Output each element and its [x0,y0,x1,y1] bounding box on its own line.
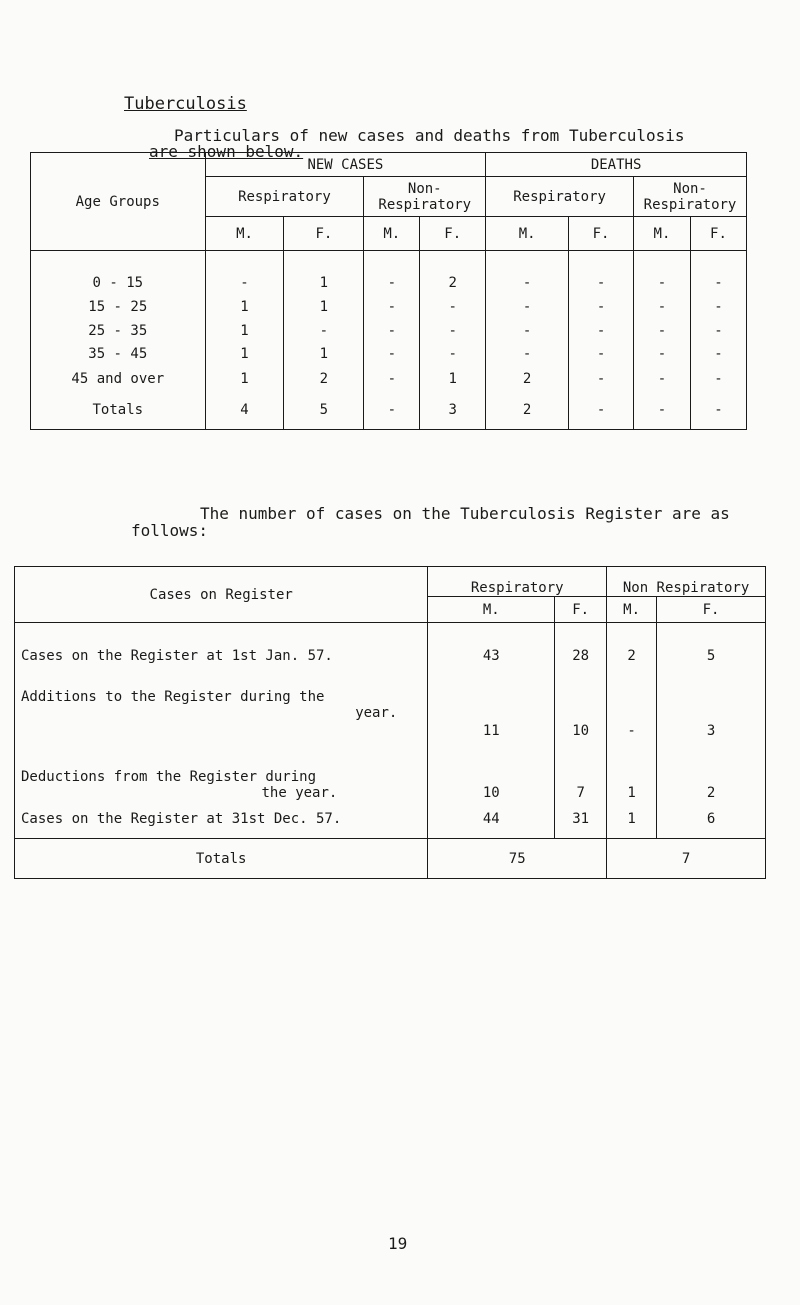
sex-m: M. [486,217,569,251]
table-row [15,623,766,689]
value-cell: 5 [284,392,364,430]
age-cell: 15 - 25 [31,295,206,320]
table-row [15,801,766,839]
table-row [31,342,747,366]
age-cell: 0 - 15 [31,251,206,295]
table-row [31,366,747,392]
value-cell: 44 [428,801,555,839]
value-cell: - [690,392,746,430]
value-cell: 1 [284,342,364,366]
value-cell: - [690,320,746,342]
totals-respiratory: 75 [428,839,607,879]
value-cell: 2 [607,623,657,689]
sex-m: M. [205,217,284,251]
value-cell: 3 [657,689,766,739]
page-number: 19 [388,1234,408,1253]
non-line1: Non- [673,180,707,197]
value-cell: - [634,320,691,342]
sex-f: F. [420,217,486,251]
value-cell: - [364,366,420,392]
value-cell: 28 [555,623,607,689]
value-cell: 1 [205,366,284,392]
value-cell: - [690,366,746,392]
value-cell: 7 [555,739,607,801]
value-cell: - [634,251,691,295]
register-intro [131,504,760,540]
intro-line-2: are shown below. [149,142,304,161]
value-cell: - [607,689,657,739]
value-cell: 10 [555,689,607,739]
header-deaths: DEATHS [486,153,747,177]
header-respiratory: Respiratory [428,567,607,597]
value-cell: 2 [486,392,569,430]
value-cell: - [205,251,284,295]
age-cell: Totals [31,392,206,430]
value-cell: - [569,251,634,295]
value-cell: - [569,295,634,320]
non-line1: Non- [407,180,442,197]
row-label [15,689,428,739]
value-cell: - [486,342,569,366]
header-new-cases: NEW CASES [205,153,486,177]
new-cases-deaths-table [30,152,747,430]
header-age-groups: Age Groups [31,153,206,251]
value-cell: - [690,342,746,366]
value-cell: - [364,320,420,342]
non-line2: Respiratory [643,196,737,213]
value-cell: 11 [428,689,555,739]
value-cell: 43 [428,623,555,689]
value-cell: 1 [607,739,657,801]
value-cell: 10 [428,739,555,801]
table-row [31,295,747,320]
value-cell: - [569,392,634,430]
value-cell: 1 [205,320,284,342]
sex-f: F. [690,217,746,251]
value-cell: - [569,366,634,392]
intro-line-1: Particulars of new cases and deaths from Tuberculosis [174,126,685,145]
sex-f: F. [569,217,634,251]
sex-f: F. [284,217,364,251]
sex-m: M. [364,217,420,251]
sex-m: M. [428,597,555,623]
value-cell: - [634,295,691,320]
age-cell: 25 - 35 [31,320,206,342]
table-row [31,251,747,295]
header-new-respiratory: Respiratory [205,177,364,217]
sex-m: M. [634,217,691,251]
age-cell: 45 and over [31,366,206,392]
value-cell: 1 [284,251,364,295]
totals-label: Totals [15,839,428,879]
table-row [31,320,747,342]
value-cell: - [486,295,569,320]
table-row [15,689,766,739]
value-cell: 2 [657,739,766,801]
row-label-line-2: the year. [261,784,338,801]
value-cell: - [690,295,746,320]
header-deaths-respiratory: Respiratory [486,177,634,217]
register-intro-line-2: follows: [131,521,209,540]
row-label [15,739,428,801]
value-cell: - [420,295,486,320]
register-intro-line-1: The number of cases on the Tuberculosis Register are as [200,504,730,523]
value-cell: 3 [420,392,486,430]
value-cell: 6 [657,801,766,839]
value-cell: 1 [205,342,284,366]
value-cell: - [486,251,569,295]
sex-f: F. [555,597,607,623]
value-cell: - [634,366,691,392]
sex-f: F. [657,597,766,623]
value-cell: - [569,320,634,342]
register-table [14,566,766,879]
header-non-respiratory: Non Respiratory [607,567,766,597]
value-cell: 1 [284,295,364,320]
value-cell: - [364,295,420,320]
value-cell: 2 [486,366,569,392]
value-cell: - [634,392,691,430]
value-cell: - [634,342,691,366]
totals-row [15,839,766,879]
row-label: Cases on the Register at 1st Jan. 57. [15,623,428,689]
row-label: Cases on the Register at 31st Dec. 57. [15,801,428,839]
value-cell: - [284,320,364,342]
age-cell: 35 - 45 [31,342,206,366]
value-cell: - [486,320,569,342]
header-deaths-non-respiratory [634,177,747,217]
value-cell: 5 [657,623,766,689]
header-new-non-respiratory [364,177,486,217]
value-cell: - [569,342,634,366]
totals-row [31,392,747,430]
header-cases-on-register: Cases on Register [15,567,428,623]
table-row [15,739,766,801]
value-cell: - [364,392,420,430]
value-cell: - [420,320,486,342]
value-cell: 2 [420,251,486,295]
value-cell: - [690,251,746,295]
row-label-line-1: Additions to the Register during the [21,688,325,705]
page-title: Tuberculosis [124,94,247,114]
value-cell: 31 [555,801,607,839]
totals-non-respiratory: 7 [607,839,766,879]
row-label-line-1: Deductions from the Register during [21,768,317,785]
value-cell: 1 [205,295,284,320]
value-cell: 1 [420,366,486,392]
value-cell: - [364,342,420,366]
row-label-line-2: year. [355,704,398,721]
value-cell: 1 [607,801,657,839]
value-cell: - [420,342,486,366]
value-cell: 2 [284,366,364,392]
value-cell: 4 [205,392,284,430]
sex-m: M. [607,597,657,623]
value-cell: - [364,251,420,295]
non-line2: Respiratory [378,196,472,213]
